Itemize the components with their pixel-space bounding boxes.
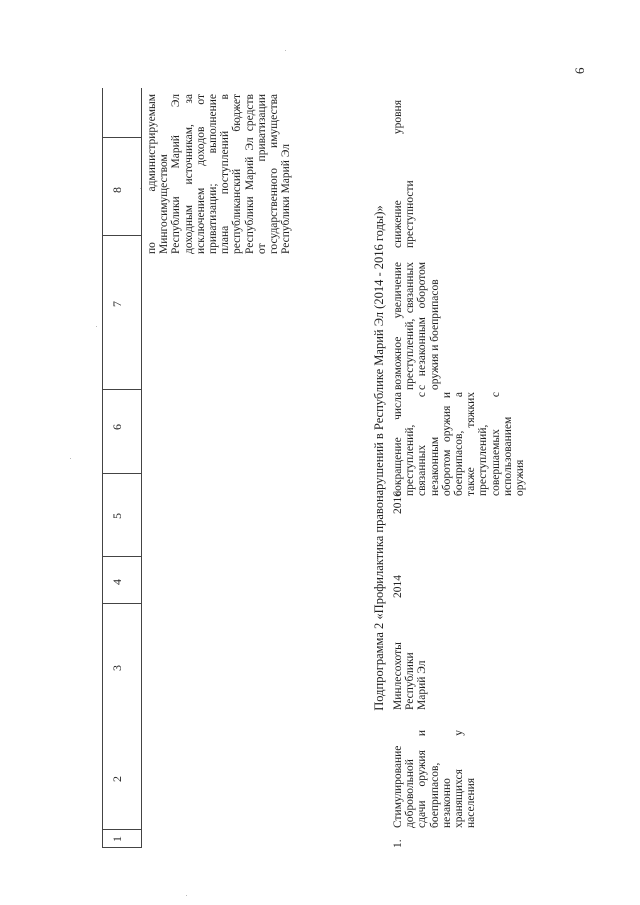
table-header-bottom-border [141, 88, 142, 848]
column-number: 3 [110, 665, 124, 671]
column-number: 1 [110, 836, 124, 842]
column-number: 4 [110, 579, 124, 585]
start-year: 2014 [392, 575, 404, 598]
scan-speck [186, 895, 187, 896]
scan-speck [70, 458, 71, 459]
document-page [102, 88, 532, 848]
column-number: 7 [110, 301, 124, 307]
prev-row-col8: по администрируемым Мингосимуществом Республики Марий Эл доходным источникам, за исключением доходов от приватизации; выполнение плана поступлений в республиканский бюджет Республики Марий Эл средств от приватизации государственного имущества Республики Марий Эл [146, 94, 293, 254]
table-column-divider [102, 235, 141, 236]
scan-speck [285, 50, 286, 51]
expected-result: сокращение числа преступлений, связанных с незаконным оборотом оружия и боеприпасов, а также тяжких преступлений, совершаемых с использованием оружия [392, 392, 527, 496]
column-number: 8 [110, 187, 124, 193]
row-number: 1. [392, 839, 404, 848]
table-top-border [102, 88, 103, 848]
table-column-divider [102, 389, 141, 390]
column-number: 2 [110, 776, 124, 782]
responsible-executor: Минлесохоты Республики Марий Эл [392, 642, 429, 710]
column-number: 6 [110, 424, 124, 430]
end-year: 2016 [392, 491, 404, 514]
measure-name: Стимулирование добровольной сдачи оружия и боеприпасов, незаконно хранящихся у населения [392, 730, 478, 828]
subprogram-title: Подпрограмма 2 «Профилактика правонарушений в Республике Марий Эл (2014 - 2016 годы)» [372, 205, 386, 711]
table-column-divider [102, 603, 141, 604]
scan-speck [96, 326, 97, 327]
table-column-divider [102, 556, 141, 557]
related-indicator: снижение уровня преступности [392, 100, 417, 248]
column-number: 5 [110, 513, 124, 519]
table-column-divider [102, 473, 141, 474]
scan-speck [140, 188, 141, 189]
table-column-divider [102, 137, 141, 138]
consequences-of-non-implementation: возможное увеличение преступлений, связанных с незаконным оборотом оружия и боеприпасов [392, 262, 441, 390]
page-number: 6 [572, 67, 587, 74]
